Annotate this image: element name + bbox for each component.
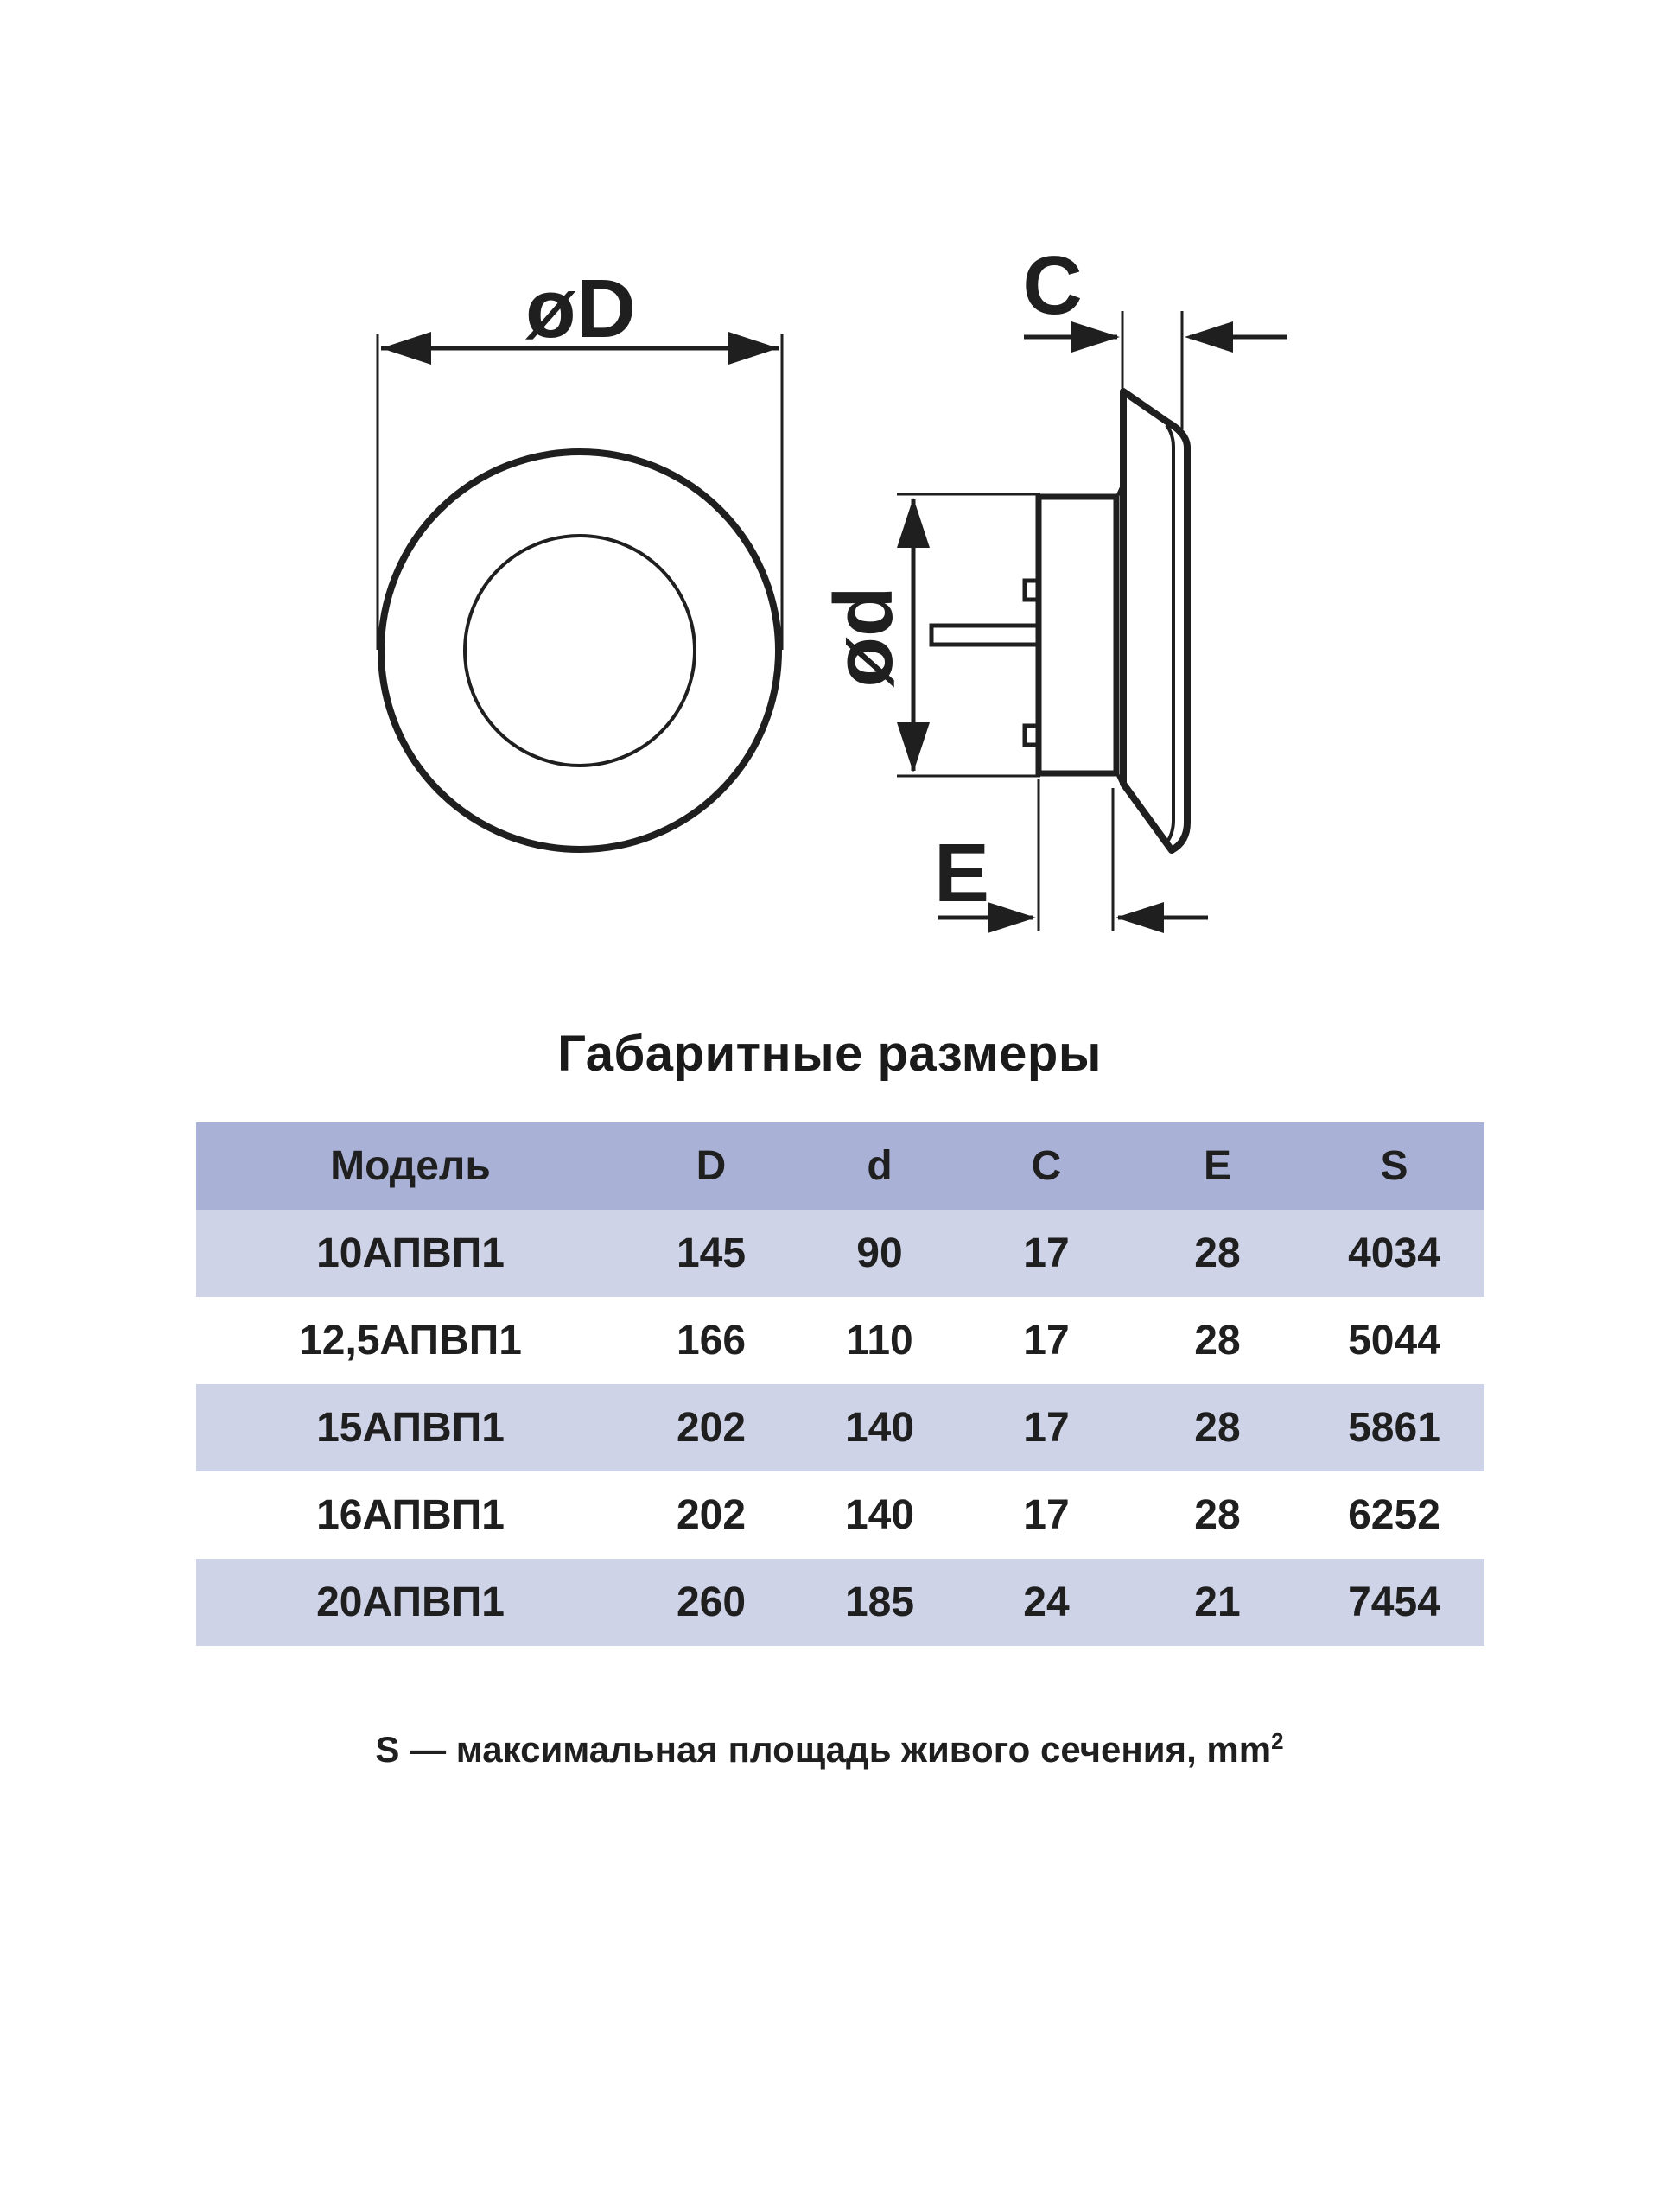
column-header-C: C xyxy=(1031,1143,1062,1189)
column-header-d: d xyxy=(867,1143,893,1189)
section-title: Габаритные размеры xyxy=(557,1026,1102,1082)
cell-C: 17 xyxy=(1023,1405,1070,1451)
cell-model: 10АПВП1 xyxy=(316,1230,505,1276)
clip-bottom xyxy=(1025,726,1039,745)
cell-D: 145 xyxy=(676,1230,747,1276)
cell-E: 28 xyxy=(1194,1405,1241,1451)
footnote-superscript: 2 xyxy=(1271,1728,1284,1754)
side-view xyxy=(817,239,1287,933)
dimension-label-E: E xyxy=(933,827,990,919)
cell-E: 21 xyxy=(1194,1580,1241,1625)
dimension-label-od: ød xyxy=(817,586,910,688)
cell-C: 17 xyxy=(1023,1492,1070,1538)
footnote xyxy=(0,1728,1659,1770)
column-header-S: S xyxy=(1380,1143,1408,1189)
cell-S: 5044 xyxy=(1348,1318,1440,1363)
cell-E: 28 xyxy=(1194,1318,1241,1363)
arrowhead-right xyxy=(988,902,1036,933)
arrowhead-left xyxy=(381,332,431,365)
cell-E: 28 xyxy=(1194,1492,1241,1538)
table-row xyxy=(196,1210,1484,1297)
cell-d: 110 xyxy=(846,1318,913,1363)
diffuser-plate-outline xyxy=(1123,391,1187,850)
table-row xyxy=(196,1559,1484,1646)
column-header-E: E xyxy=(1203,1143,1231,1189)
arrowhead-up xyxy=(897,498,930,548)
cell-C: 17 xyxy=(1023,1318,1070,1363)
cell-C: 24 xyxy=(1023,1580,1070,1625)
diffuser-plate-inner-line xyxy=(1166,425,1173,842)
cell-D: 202 xyxy=(676,1405,747,1451)
cell-S: 7454 xyxy=(1348,1580,1440,1625)
technical-drawing xyxy=(0,0,1659,1002)
footnote-text: S — максимальная площадь живого сечения, mm xyxy=(375,1729,1272,1770)
column-header-D: D xyxy=(696,1143,727,1189)
cell-model: 15АПВП1 xyxy=(316,1405,505,1451)
arrowhead-down xyxy=(897,722,930,772)
arrowhead-right xyxy=(728,332,779,365)
cell-d: 90 xyxy=(856,1230,903,1276)
arrowhead-left xyxy=(1116,902,1164,933)
dimensions-table xyxy=(196,1122,1484,1646)
clip-top xyxy=(1025,581,1039,600)
cell-D: 202 xyxy=(676,1492,747,1538)
table-header-row xyxy=(196,1122,1484,1210)
cell-D: 260 xyxy=(676,1580,747,1625)
table-row xyxy=(196,1471,1484,1559)
dimension-label-C: C xyxy=(1022,239,1083,332)
dimension-label-oD: øD xyxy=(525,263,636,355)
inner-circle xyxy=(465,536,695,766)
duct-tube xyxy=(1039,497,1116,773)
cell-model: 20АПВП1 xyxy=(316,1580,505,1625)
cell-model: 16АПВП1 xyxy=(316,1492,505,1538)
cell-S: 6252 xyxy=(1348,1492,1440,1538)
arrowhead-left xyxy=(1185,321,1233,353)
front-view xyxy=(378,263,782,849)
cell-S: 4034 xyxy=(1348,1230,1440,1276)
cell-d: 185 xyxy=(844,1580,915,1625)
column-header-model: Модель xyxy=(330,1143,491,1189)
table-row xyxy=(196,1297,1484,1384)
cell-d: 140 xyxy=(844,1405,915,1451)
cell-S: 5861 xyxy=(1348,1405,1440,1451)
cell-D: 166 xyxy=(676,1318,747,1363)
cell-d: 140 xyxy=(844,1492,915,1538)
outer-circle xyxy=(381,452,779,849)
cell-C: 17 xyxy=(1023,1230,1070,1276)
table-row xyxy=(196,1384,1484,1471)
cell-model: 12,5АПВП1 xyxy=(299,1318,522,1363)
spindle-rod xyxy=(931,626,1039,645)
cell-E: 28 xyxy=(1194,1230,1241,1276)
